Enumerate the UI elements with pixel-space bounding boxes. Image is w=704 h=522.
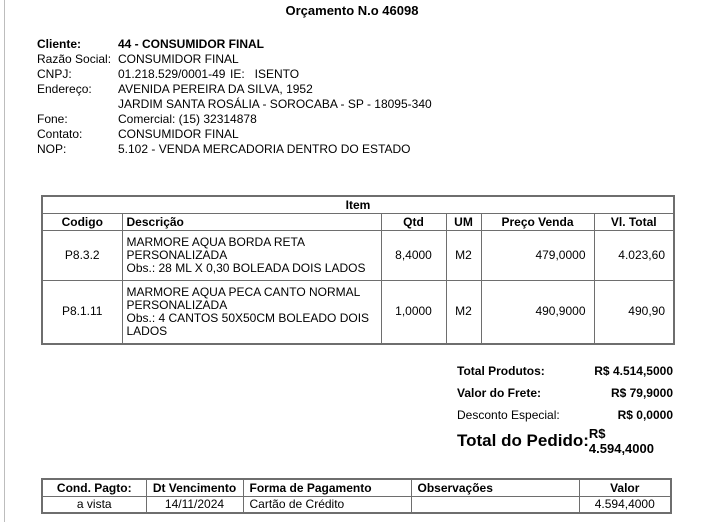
cnpj-label: CNPJ: [37, 67, 72, 81]
item-um: M2 [446, 280, 481, 344]
client-row-cnpj [37, 67, 432, 82]
item-descricao: MARMORE AQUA PECA CANTO NORMAL PERSONALIZADA [126, 284, 360, 312]
valor-frete-row [457, 382, 673, 404]
item-descricao-cell [122, 230, 381, 280]
item-preco-venda: 490,9000 [481, 280, 594, 344]
client-row-cliente [37, 37, 432, 52]
client-row-razao-social [37, 52, 432, 67]
payment-header-observacoes: Observações [411, 479, 579, 496]
payment-cond-pagto: a vista [42, 496, 146, 513]
total-pedido-row [457, 427, 673, 455]
item-preco-venda: 479,0000 [481, 230, 594, 280]
payment-header-cond-pagto: Cond. Pagto: [42, 479, 146, 496]
endereco-label: Endereço: [37, 82, 92, 96]
cliente-value: 44 - CONSUMIDOR FINAL [118, 37, 265, 51]
item-qtd: 8,4000 [381, 230, 446, 280]
total-produtos-value: R$ 4.514,5000 [594, 364, 673, 378]
desconto-especial-value: R$ 0,0000 [617, 408, 673, 422]
items-section-title: Item [42, 196, 674, 213]
item-codigo: P8.3.2 [42, 230, 122, 280]
client-row-fone [37, 112, 432, 127]
items-header-vl-total: Vl. Total [594, 213, 674, 230]
client-row-endereco [37, 82, 432, 97]
item-obs: Obs.: 28 ML X 0,30 BOLEADA DOIS LADOS [126, 260, 366, 275]
item-vl-total: 4.023,60 [594, 230, 674, 280]
client-row-endereco-line2 [37, 97, 432, 112]
items-column-header-row [42, 213, 674, 230]
table-row [42, 496, 671, 513]
payment-observacoes [411, 496, 579, 513]
payment-header-row [42, 479, 671, 496]
document-title: Orçamento N.o 46098 [285, 3, 419, 18]
client-row-nop [37, 142, 432, 157]
valor-frete-value: R$ 79,9000 [610, 386, 673, 400]
fone-label: Fone: [37, 112, 68, 126]
cnpj-value: 01.218.529/0001-49 [118, 67, 226, 81]
payment-header-forma-pagamento: Forma de Pagamento [243, 479, 411, 496]
client-info-block [37, 37, 432, 157]
item-descricao-cell [122, 280, 381, 344]
total-pedido-label: Total do Pedido: [457, 431, 589, 450]
items-header-preco-venda: Preço Venda [481, 213, 594, 230]
item-qtd: 1,0000 [381, 280, 446, 344]
payment-header-dt-vencimento: Dt Vencimento [146, 479, 243, 496]
page-left-edge-line [4, 0, 5, 522]
total-pedido-value: R$ 4.594,4000 [588, 426, 654, 456]
endereco-label-spacer [37, 97, 118, 112]
ie-label: IE: [230, 67, 245, 81]
item-vl-total: 490,90 [594, 280, 674, 344]
payment-table [41, 478, 672, 514]
contato-label: Contato: [37, 127, 83, 141]
items-header-descricao: Descrição [122, 213, 381, 230]
nop-label: NOP: [37, 142, 67, 156]
payment-dt-vencimento: 14/11/2024 [146, 496, 243, 513]
cliente-label: Cliente: [37, 37, 82, 51]
endereco-value-line1: AVENIDA PEREIRA DA SILVA, 1952 [118, 82, 313, 96]
nop-value: 5.102 - VENDA MERCADORIA DENTRO DO ESTADO [118, 142, 411, 156]
table-row [42, 280, 674, 344]
items-header-codigo: Codigo [42, 213, 122, 230]
item-codigo: P8.1.11 [42, 280, 122, 344]
total-produtos-label: Total Produtos: [457, 364, 545, 378]
fone-value: Comercial: (15) 32314878 [118, 112, 257, 126]
desconto-especial-label: Desconto Especial: [457, 408, 560, 422]
item-um: M2 [446, 230, 481, 280]
valor-frete-label: Valor do Frete: [457, 386, 542, 400]
table-row [42, 230, 674, 280]
item-obs: Obs.: 4 CANTOS 50X50CM BOLEADO DOIS LADOS [126, 310, 370, 338]
items-header-qtd: Qtd [381, 213, 446, 230]
items-table [41, 195, 675, 345]
items-section-header-row [42, 196, 674, 213]
razao-social-value: CONSUMIDOR FINAL [118, 52, 239, 66]
client-row-contato [37, 127, 432, 142]
item-descricao: MARMORE AQUA BORDA RETA PERSONALIZADA [126, 234, 305, 262]
ie-value: ISENTO [254, 67, 300, 81]
total-produtos-row [457, 360, 673, 382]
endereco-value-line2: JARDIM SANTA ROSÁLIA - SOROCABA - SP - 18095-340 [118, 97, 432, 111]
totals-block [457, 360, 673, 455]
razao-social-label: Razão Social: [37, 52, 112, 66]
desconto-especial-row [457, 404, 673, 426]
payment-header-valor: Valor [579, 479, 671, 496]
items-header-um: UM [446, 213, 481, 230]
payment-forma-pagamento: Cartão de Crédito [243, 496, 411, 513]
contato-value: CONSUMIDOR FINAL [118, 127, 239, 141]
payment-valor: 4.594,4000 [579, 496, 671, 513]
